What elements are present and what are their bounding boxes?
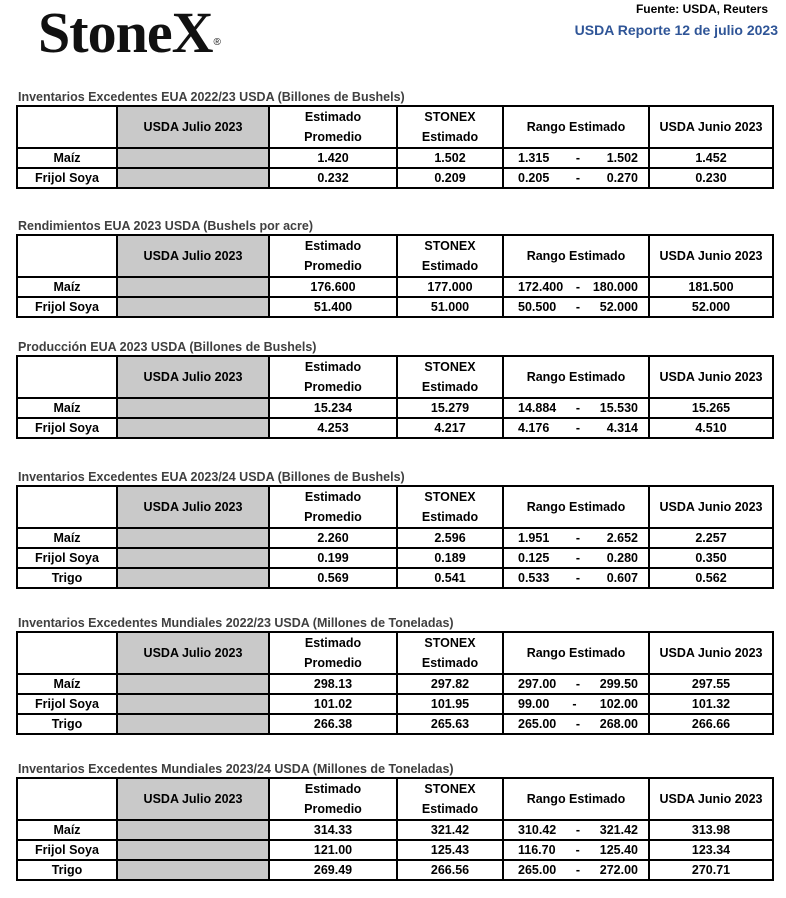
range-values: [504, 399, 648, 417]
section-0: [16, 89, 772, 189]
col-stonex-line-1: STONEX: [424, 490, 476, 504]
data-table: [16, 777, 774, 881]
table-row: [17, 548, 773, 568]
col-usda-prior: USDA Junio 2023: [649, 106, 773, 148]
range-high: 52.000: [599, 300, 638, 314]
col-estimate-avg-line-1: Estimado: [304, 636, 362, 650]
range-cell: [503, 820, 649, 840]
table-header-row: [17, 486, 773, 528]
range-cell: [503, 568, 649, 588]
range-cell: [503, 398, 649, 418]
col-estimate-avg-line-2: Promedio: [304, 259, 362, 273]
row-label: Frijol Soya: [17, 840, 117, 860]
row-label: Frijol Soya: [17, 297, 117, 317]
col-usda-current: USDA Julio 2023: [117, 778, 269, 820]
registered-mark: ®: [213, 37, 220, 48]
stonex-estimate-cell: 177.000: [397, 277, 503, 297]
range-high: 1.502: [606, 151, 638, 165]
usda-prior-cell: 2.257: [649, 528, 773, 548]
corner-cell: [17, 632, 117, 674]
usda-current-cell: [117, 277, 269, 297]
stonex-estimate-cell: 101.95: [397, 694, 503, 714]
range-cell: [503, 528, 649, 548]
stonex-estimate-cell: 266.56: [397, 860, 503, 880]
range-values: [504, 695, 648, 713]
stonex-estimate-cell: 265.63: [397, 714, 503, 734]
range-low: 4.176: [518, 421, 550, 435]
usda-prior-cell: 4.510: [649, 418, 773, 438]
col-estimate-avg-line-1: Estimado: [304, 239, 362, 253]
range-values: [504, 861, 648, 879]
col-stonex: [397, 486, 503, 528]
usda-prior-cell: 0.562: [649, 568, 773, 588]
corner-cell: [17, 486, 117, 528]
stonex-estimate-cell: 125.43: [397, 840, 503, 860]
usda-prior-cell: 15.265: [649, 398, 773, 418]
col-usda-prior: USDA Junio 2023: [649, 632, 773, 674]
section-2: [16, 339, 772, 439]
range-high: 15.530: [599, 401, 638, 415]
row-label: Trigo: [17, 860, 117, 880]
col-estimate-avg-line-2: Promedio: [304, 130, 362, 144]
data-table: [16, 355, 774, 439]
col-estimate-avg-line-1: Estimado: [304, 782, 362, 796]
row-label: Maíz: [17, 528, 117, 548]
range-high: 0.280: [606, 551, 638, 565]
estimate-avg-cell: 0.232: [269, 168, 397, 188]
col-range: Rango Estimado: [503, 486, 649, 528]
col-usda-current: USDA Julio 2023: [117, 356, 269, 398]
col-stonex-line-1: STONEX: [424, 110, 476, 124]
range-separator: -: [575, 531, 581, 545]
row-label: Trigo: [17, 568, 117, 588]
range-low: 0.125: [518, 551, 550, 565]
usda-current-cell: [117, 860, 269, 880]
range-separator: -: [575, 280, 581, 294]
section-5: [16, 761, 772, 881]
col-estimate-avg-line-2: Promedio: [304, 656, 362, 670]
range-cell: [503, 168, 649, 188]
row-label: Frijol Soya: [17, 548, 117, 568]
range-high: 272.00: [599, 863, 638, 877]
report-title: USDA Reporte 12 de julio 2023: [574, 22, 778, 38]
col-stonex-line-1: STONEX: [424, 782, 476, 796]
col-estimate-avg: [269, 632, 397, 674]
range-low: 172.400: [518, 280, 564, 294]
estimate-avg-cell: 101.02: [269, 694, 397, 714]
table-row: [17, 820, 773, 840]
stonex-estimate-cell: 0.541: [397, 568, 503, 588]
usda-prior-cell: 52.000: [649, 297, 773, 317]
range-values: [504, 549, 648, 567]
col-stonex: [397, 356, 503, 398]
section-title: Rendimientos EUA 2023 USDA (Bushels por acre): [18, 219, 313, 233]
col-estimate-avg: [269, 235, 397, 277]
row-label: Frijol Soya: [17, 694, 117, 714]
range-values: [504, 419, 648, 437]
usda-prior-cell: 123.34: [649, 840, 773, 860]
col-usda-current: USDA Julio 2023: [117, 235, 269, 277]
range-separator: -: [575, 843, 580, 857]
col-estimate-avg: [269, 106, 397, 148]
col-estimate-avg-line-1: Estimado: [304, 110, 362, 124]
usda-current-cell: [117, 714, 269, 734]
usda-current-cell: [117, 398, 269, 418]
usda-prior-cell: 313.98: [649, 820, 773, 840]
usda-current-cell: [117, 820, 269, 840]
stonex-estimate-cell: 0.189: [397, 548, 503, 568]
usda-prior-cell: 1.452: [649, 148, 773, 168]
corner-cell: [17, 106, 117, 148]
range-values: [504, 298, 648, 316]
range-high: 125.40: [599, 843, 638, 857]
range-high: 268.00: [599, 717, 638, 731]
col-usda-current: USDA Julio 2023: [117, 486, 269, 528]
table-header-row: [17, 356, 773, 398]
range-cell: [503, 418, 649, 438]
data-table: [16, 105, 774, 189]
col-stonex-line-1: STONEX: [424, 360, 476, 374]
row-label: Maíz: [17, 277, 117, 297]
section-title: Inventarios Excedentes EUA 2023/24 USDA (Billones de Bushels): [18, 470, 405, 484]
stonex-estimate-cell: 0.209: [397, 168, 503, 188]
range-cell: [503, 297, 649, 317]
stonex-estimate-cell: 297.82: [397, 674, 503, 694]
row-label: Frijol Soya: [17, 418, 117, 438]
range-values: [504, 569, 648, 587]
range-cell: [503, 840, 649, 860]
col-estimate-avg-line-2: Promedio: [304, 510, 362, 524]
col-estimate-avg-line-2: Promedio: [304, 380, 362, 394]
estimate-avg-cell: 269.49: [269, 860, 397, 880]
table-header-row: [17, 235, 773, 277]
range-high: 299.50: [599, 677, 638, 691]
table-row: [17, 148, 773, 168]
range-low: 1.315: [518, 151, 550, 165]
stonex-estimate-cell: 4.217: [397, 418, 503, 438]
estimate-avg-cell: 176.600: [269, 277, 397, 297]
usda-current-cell: [117, 548, 269, 568]
stonex-estimate-cell: 321.42: [397, 820, 503, 840]
range-cell: [503, 674, 649, 694]
stonex-estimate-cell: 2.596: [397, 528, 503, 548]
usda-current-cell: [117, 840, 269, 860]
estimate-avg-cell: 51.400: [269, 297, 397, 317]
range-low: 50.500: [518, 300, 557, 314]
range-cell: [503, 277, 649, 297]
range-cell: [503, 714, 649, 734]
table-row: [17, 418, 773, 438]
range-low: 116.70: [518, 843, 556, 857]
col-usda-prior: USDA Junio 2023: [649, 486, 773, 528]
usda-current-cell: [117, 148, 269, 168]
range-high: 2.652: [606, 531, 638, 545]
range-high: 0.270: [606, 171, 638, 185]
col-estimate-avg-line-1: Estimado: [304, 490, 362, 504]
table-row: [17, 840, 773, 860]
col-stonex-line-1: STONEX: [424, 239, 476, 253]
col-stonex-line-2: Estimado: [421, 130, 479, 144]
range-high: 4.314: [606, 421, 638, 435]
range-separator: -: [575, 171, 581, 185]
range-separator: -: [575, 421, 581, 435]
range-separator: -: [575, 677, 581, 691]
table-row: [17, 398, 773, 418]
col-stonex-line-2: Estimado: [421, 259, 479, 273]
col-usda-prior: USDA Junio 2023: [649, 778, 773, 820]
range-low: 0.205: [518, 171, 550, 185]
table-row: [17, 674, 773, 694]
col-stonex-line-2: Estimado: [421, 380, 479, 394]
usda-prior-cell: 270.71: [649, 860, 773, 880]
range-separator: -: [575, 823, 581, 837]
estimate-avg-cell: 4.253: [269, 418, 397, 438]
range-separator: -: [575, 551, 581, 565]
range-low: 310.42: [518, 823, 557, 837]
col-estimate-avg-line-1: Estimado: [304, 360, 362, 374]
range-values: [504, 529, 648, 547]
col-stonex: [397, 106, 503, 148]
usda-prior-cell: 101.32: [649, 694, 773, 714]
col-stonex: [397, 235, 503, 277]
col-range: Rango Estimado: [503, 632, 649, 674]
estimate-avg-cell: 15.234: [269, 398, 397, 418]
estimate-avg-cell: 2.260: [269, 528, 397, 548]
estimate-avg-cell: 266.38: [269, 714, 397, 734]
range-separator: -: [575, 401, 581, 415]
table-row: [17, 860, 773, 880]
usda-current-cell: [117, 528, 269, 548]
range-high: 180.000: [592, 280, 638, 294]
col-estimate-avg: [269, 486, 397, 528]
range-values: [504, 169, 648, 187]
table-row: [17, 714, 773, 734]
table-row: [17, 297, 773, 317]
section-title: Inventarios Excedentes Mundiales 2023/24 USDA (Millones de Toneladas): [18, 762, 454, 776]
col-estimate-avg-line-2: Promedio: [304, 802, 362, 816]
row-label: Frijol Soya: [17, 168, 117, 188]
range-low: 14.884: [518, 401, 557, 415]
range-separator: -: [575, 571, 581, 585]
section-3: [16, 469, 772, 589]
range-high: 102.00: [599, 697, 638, 711]
row-label: Maíz: [17, 148, 117, 168]
usda-prior-cell: 266.66: [649, 714, 773, 734]
range-low: 0.533: [518, 571, 550, 585]
stonex-logo: StoneX®: [38, 0, 220, 65]
usda-current-cell: [117, 568, 269, 588]
col-stonex-line-2: Estimado: [421, 510, 479, 524]
usda-prior-cell: 297.55: [649, 674, 773, 694]
table-row: [17, 694, 773, 714]
range-low: 1.951: [518, 531, 550, 545]
range-low: 265.00: [518, 717, 557, 731]
table-header-row: [17, 632, 773, 674]
estimate-avg-cell: 0.569: [269, 568, 397, 588]
table-row: [17, 528, 773, 548]
corner-cell: [17, 235, 117, 277]
range-cell: [503, 148, 649, 168]
estimate-avg-cell: 121.00: [269, 840, 397, 860]
usda-prior-cell: 181.500: [649, 277, 773, 297]
stonex-estimate-cell: 51.000: [397, 297, 503, 317]
col-stonex-line-1: STONEX: [424, 636, 476, 650]
range-low: 297.00: [518, 677, 557, 691]
table-header-row: [17, 106, 773, 148]
section-title: Inventarios Excedentes EUA 2022/23 USDA (Billones de Bushels): [18, 90, 405, 104]
section-title: Inventarios Excedentes Mundiales 2022/23 USDA (Millones de Toneladas): [18, 616, 454, 630]
corner-cell: [17, 356, 117, 398]
range-separator: -: [575, 151, 581, 165]
col-stonex: [397, 778, 503, 820]
col-estimate-avg: [269, 778, 397, 820]
range-high: 0.607: [606, 571, 638, 585]
section-title: Producción EUA 2023 USDA (Billones de Bushels): [18, 340, 317, 354]
section-1: [16, 218, 772, 318]
range-cell: [503, 548, 649, 568]
estimate-avg-cell: 314.33: [269, 820, 397, 840]
table-row: [17, 168, 773, 188]
range-values: [504, 149, 648, 167]
range-values: [504, 278, 648, 296]
usda-current-cell: [117, 694, 269, 714]
range-separator: -: [575, 863, 581, 877]
col-range: Rango Estimado: [503, 106, 649, 148]
range-cell: [503, 694, 649, 714]
col-usda-current: USDA Julio 2023: [117, 106, 269, 148]
estimate-avg-cell: 298.13: [269, 674, 397, 694]
stonex-estimate-cell: 15.279: [397, 398, 503, 418]
col-stonex-line-2: Estimado: [421, 802, 479, 816]
corner-cell: [17, 778, 117, 820]
table-row: [17, 277, 773, 297]
col-range: Rango Estimado: [503, 235, 649, 277]
usda-current-cell: [117, 168, 269, 188]
data-table: [16, 485, 774, 589]
usda-prior-cell: 0.230: [649, 168, 773, 188]
range-separator: -: [575, 300, 581, 314]
table-header-row: [17, 778, 773, 820]
row-label: Trigo: [17, 714, 117, 734]
range-low: 99.00: [518, 697, 550, 711]
data-table: [16, 631, 774, 735]
range-separator: -: [572, 697, 577, 711]
row-label: Maíz: [17, 398, 117, 418]
col-usda-current: USDA Julio 2023: [117, 632, 269, 674]
col-usda-prior: USDA Junio 2023: [649, 235, 773, 277]
estimate-avg-cell: 0.199: [269, 548, 397, 568]
row-label: Maíz: [17, 820, 117, 840]
source-note: Fuente: USDA, Reuters: [635, 2, 768, 16]
range-values: [504, 841, 648, 859]
range-values: [504, 675, 648, 693]
range-low: 265.00: [518, 863, 557, 877]
range-values: [504, 821, 648, 839]
range-high: 321.42: [599, 823, 638, 837]
stonex-estimate-cell: 1.502: [397, 148, 503, 168]
usda-current-cell: [117, 297, 269, 317]
table-row: [17, 568, 773, 588]
col-range: Rango Estimado: [503, 778, 649, 820]
range-cell: [503, 860, 649, 880]
usda-prior-cell: 0.350: [649, 548, 773, 568]
section-4: [16, 615, 772, 735]
col-usda-prior: USDA Junio 2023: [649, 356, 773, 398]
col-stonex-line-2: Estimado: [421, 656, 479, 670]
estimate-avg-cell: 1.420: [269, 148, 397, 168]
col-estimate-avg: [269, 356, 397, 398]
range-values: [504, 715, 648, 733]
usda-current-cell: [117, 418, 269, 438]
col-range: Rango Estimado: [503, 356, 649, 398]
range-separator: -: [575, 717, 581, 731]
data-table: [16, 234, 774, 318]
row-label: Maíz: [17, 674, 117, 694]
col-stonex: [397, 632, 503, 674]
usda-current-cell: [117, 674, 269, 694]
